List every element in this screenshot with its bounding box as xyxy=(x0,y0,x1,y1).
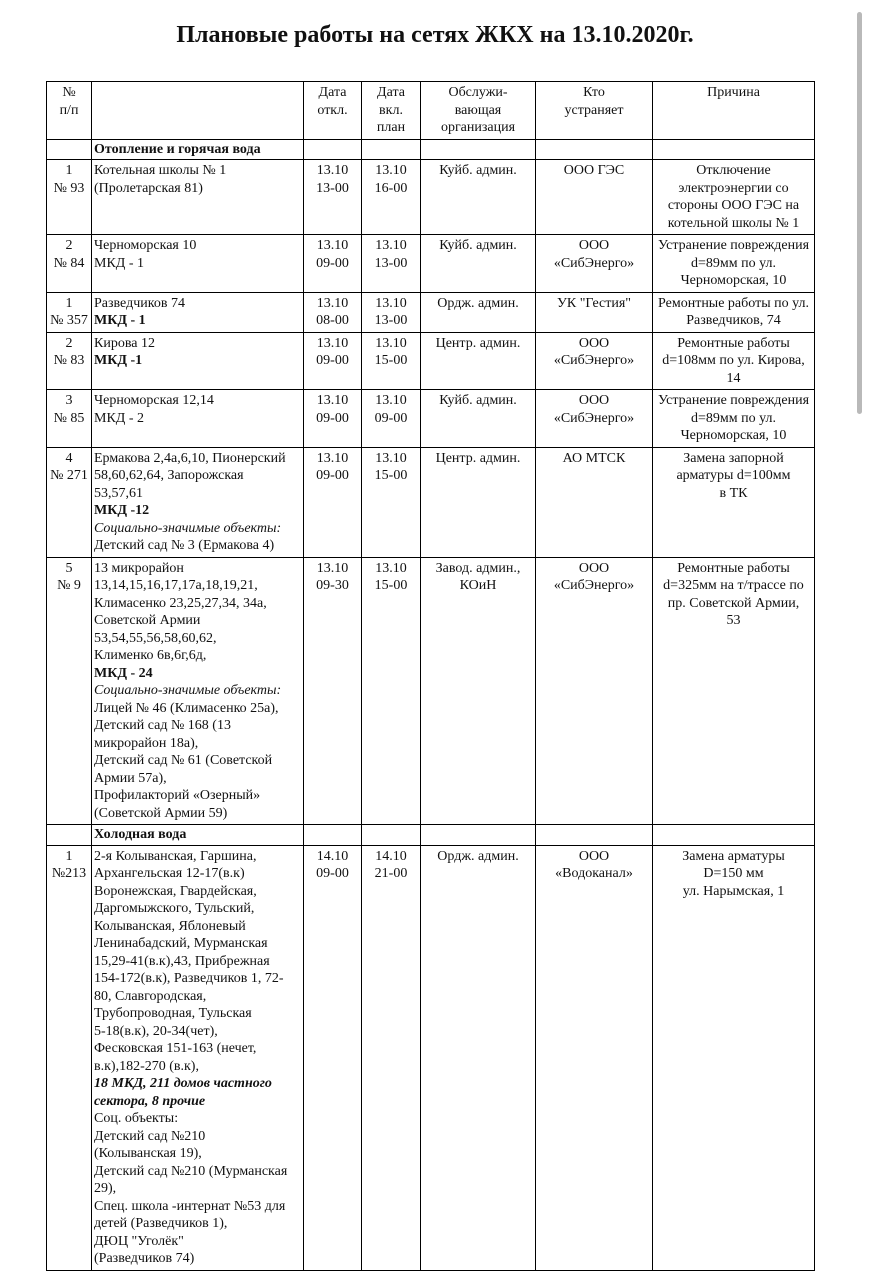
cell-line: №213 xyxy=(51,866,87,881)
address-line: Кирова 12 xyxy=(94,335,155,351)
section-spacer-cell xyxy=(47,825,92,846)
cell-line: вкл. xyxy=(379,102,403,118)
cell-date-off xyxy=(304,557,362,825)
table-row xyxy=(47,160,815,235)
cell-line: 4 xyxy=(65,450,73,466)
address-line: МКД -12 xyxy=(94,503,150,518)
address-line: 13,14,15,16,17,17а,18,19,21, xyxy=(94,578,258,593)
cell-line: Ордж. админ. xyxy=(437,848,519,864)
address-line: Соц. объекты: xyxy=(94,1111,179,1126)
header-date-off xyxy=(304,82,362,140)
address-line: микрорайон 18а), xyxy=(94,735,199,751)
section-spacer-cell xyxy=(421,139,536,160)
cell-line: «СибЭнерго» xyxy=(553,410,635,426)
cell-line: вающая xyxy=(454,102,502,118)
address-line: 29), xyxy=(94,1181,117,1196)
address-line: Колыванская, Яблоневый xyxy=(94,918,246,934)
cell-line: 09-30 xyxy=(316,578,349,593)
cell-line: ООО xyxy=(578,238,610,253)
cell-line: 09-00 xyxy=(316,255,349,271)
table-row xyxy=(47,235,815,293)
address-line: Детский сад №210 xyxy=(94,1128,206,1144)
address-line: ДЮЦ "Уголёк" xyxy=(94,1233,184,1249)
cell-fixer xyxy=(536,235,653,293)
cell-line: организация xyxy=(440,120,516,135)
cell-fixer xyxy=(536,447,653,557)
address-line: МКД - 2 xyxy=(94,410,144,426)
cell-org xyxy=(421,557,536,825)
cell-num xyxy=(47,160,92,235)
cell-line: Замена арматуры xyxy=(682,848,785,864)
cell-line: 13-00 xyxy=(316,180,349,196)
address-line: 18 МКД, 211 домов частного xyxy=(94,1076,272,1091)
cell-line: стороны ООО ГЭС на xyxy=(667,198,800,213)
address-line: Архангельская 12-17(в.к) xyxy=(94,866,245,881)
cell-line: 09-00 xyxy=(316,353,349,368)
cell-address xyxy=(92,390,304,448)
cell-fixer xyxy=(536,160,653,235)
cell-reason xyxy=(653,557,815,825)
cell-org xyxy=(421,845,536,1270)
address-line: МКД - 1 xyxy=(94,313,146,328)
cell-address xyxy=(92,557,304,825)
cell-line: ООО xyxy=(578,560,610,576)
cell-line: № 93 xyxy=(53,180,85,196)
cell-line: d=89мм по ул. xyxy=(691,410,776,426)
cell-line: № 357 xyxy=(50,313,88,328)
cell-num xyxy=(47,332,92,390)
section-spacer-cell xyxy=(653,139,815,160)
cell-line: 15-00 xyxy=(374,468,408,483)
cell-line: Дата xyxy=(318,85,347,100)
address-line: Воронежская, Гвардейская, xyxy=(94,883,257,899)
cell-reason xyxy=(653,160,815,235)
cell-date-on xyxy=(362,845,421,1270)
cell-reason xyxy=(653,447,815,557)
cell-date-off xyxy=(304,160,362,235)
header-date-on xyxy=(362,82,421,140)
cell-line: d=108мм по ул. Кирова, xyxy=(662,353,805,368)
cell-line: 53 xyxy=(726,613,741,628)
cell-org xyxy=(421,332,536,390)
table-row xyxy=(47,292,815,332)
cell-num xyxy=(47,292,92,332)
cell-line: ООО xyxy=(578,848,610,864)
cell-line: «СибЭнерго» xyxy=(553,255,635,271)
cell-line: арматуры d=100мм xyxy=(676,468,791,483)
cell-line: 13-00 xyxy=(374,255,408,271)
cell-line: Обслужи- xyxy=(448,85,508,100)
cell-line: 14.10 xyxy=(375,848,407,864)
address-line: 15,29-41(в.к),43, Прибрежная xyxy=(94,953,270,969)
cell-address xyxy=(92,447,304,557)
works-table-body xyxy=(47,139,815,1270)
address-line: Советской Армии xyxy=(94,613,201,628)
section-title: Отопление и горячая вода xyxy=(92,139,304,160)
address-line: 53,54,55,56,58,60,62, xyxy=(94,630,217,646)
cell-line: план xyxy=(376,120,406,135)
cell-fixer xyxy=(536,332,653,390)
cell-line: устраняет xyxy=(564,102,624,118)
address-line: Даргомыжского, Тульский, xyxy=(94,901,255,916)
page-title: Плановые работы на сетях ЖКХ на 13.10.2020г. xyxy=(176,22,694,48)
cell-line: 3 xyxy=(65,393,73,408)
cell-line: d=89мм по ул. xyxy=(691,255,776,271)
cell-line: 09-00 xyxy=(316,410,349,426)
cell-num xyxy=(47,557,92,825)
cell-line: «СибЭнерго» xyxy=(553,353,635,368)
header-org xyxy=(421,82,536,140)
address-line: детей (Разведчиков 1), xyxy=(94,1216,228,1231)
cell-date-on xyxy=(362,292,421,332)
cell-line: 5 xyxy=(65,560,73,576)
section-spacer-cell xyxy=(362,139,421,160)
cell-line: откл. xyxy=(317,102,348,118)
cell-fixer xyxy=(536,390,653,448)
cell-fixer xyxy=(536,845,653,1270)
header-address xyxy=(92,82,304,140)
address-line: (Колыванская 19), xyxy=(94,1146,202,1161)
cell-line: 08-00 xyxy=(316,313,349,328)
cell-line: 13.10 xyxy=(316,295,349,311)
address-line: Черноморская 10 xyxy=(94,238,197,253)
address-line: Детский сад № 168 (13 xyxy=(94,718,231,733)
cell-line: Замена запорной xyxy=(683,450,784,466)
cell-line: Завод. админ., xyxy=(435,560,521,576)
cell-fixer xyxy=(536,557,653,825)
cell-line: 13.10 xyxy=(375,450,407,466)
cell-line: котельной школы № 1 xyxy=(667,215,800,231)
address-line: Разведчиков 74 xyxy=(94,295,185,311)
address-line: 2-я Колыванская, Гаршина, xyxy=(94,848,257,864)
cell-line: 09-00 xyxy=(316,866,349,881)
section-spacer-cell xyxy=(304,825,362,846)
cell-line: № 85 xyxy=(53,410,85,426)
address-line: Армии 57а), xyxy=(94,770,167,786)
address-line: Социально-значимые объекты: xyxy=(94,683,282,698)
cell-date-on xyxy=(362,447,421,557)
cell-line: № 271 xyxy=(50,468,88,483)
address-line: Лицей № 46 (Климасенко 25а), xyxy=(94,700,279,716)
cell-line: 13.10 xyxy=(375,393,407,408)
cell-address xyxy=(92,845,304,1270)
cell-date-on xyxy=(362,390,421,448)
cell-line: Черноморская, 10 xyxy=(680,428,787,443)
table-row xyxy=(47,557,815,825)
cell-line: Ремонтные работы xyxy=(677,335,790,351)
address-line: МКД - 24 xyxy=(94,665,153,681)
cell-line: Куйб. админ. xyxy=(439,238,517,253)
address-line: Детский сад №210 (Мурманская xyxy=(94,1163,288,1179)
cell-fixer xyxy=(536,292,653,332)
table-row xyxy=(47,845,815,1270)
cell-line: № 83 xyxy=(53,353,85,368)
cell-line: КОиН xyxy=(459,578,497,593)
cell-line: ООО xyxy=(578,393,610,408)
address-line: Климасенко 23,25,27,34, 34а, xyxy=(94,595,267,611)
cell-line: 13.10 xyxy=(316,238,349,253)
section-spacer-cell xyxy=(47,139,92,160)
cell-line: электроэнергии со xyxy=(678,180,789,196)
cell-reason xyxy=(653,845,815,1270)
cell-address xyxy=(92,235,304,293)
section-row xyxy=(47,139,815,160)
scrollbar-thumb[interactable] xyxy=(857,12,862,414)
cell-num xyxy=(47,447,92,557)
cell-line: 13.10 xyxy=(316,560,349,576)
header-fixer xyxy=(536,82,653,140)
cell-date-on xyxy=(362,235,421,293)
cell-line: Разведчиков, 74 xyxy=(686,313,781,328)
cell-date-off xyxy=(304,292,362,332)
cell-reason xyxy=(653,292,815,332)
cell-line: УК "Гестия" xyxy=(556,295,632,311)
table-row xyxy=(47,390,815,448)
address-line: сектора, 8 прочие xyxy=(94,1093,206,1109)
cell-reason xyxy=(653,235,815,293)
cell-line: в ТК xyxy=(719,485,748,501)
cell-line: 13.10 xyxy=(316,393,349,408)
address-line: 5-18(в.к), 20-34(чет), xyxy=(94,1023,218,1039)
cell-line: Центр. админ. xyxy=(435,450,521,466)
cell-line: 13.10 xyxy=(375,163,407,178)
section-spacer-cell xyxy=(304,139,362,160)
header-row xyxy=(47,82,815,140)
cell-line: ООО ГЭС xyxy=(563,163,625,178)
cell-line: Кто xyxy=(583,85,605,100)
cell-line: Ремонтные работы xyxy=(677,560,790,576)
cell-line: 13.10 xyxy=(316,450,349,466)
address-line: МКД -1 xyxy=(94,353,143,368)
address-line: 13 микрорайон xyxy=(94,560,184,576)
cell-num xyxy=(47,390,92,448)
cell-line: Устранение повреждения xyxy=(657,393,810,408)
address-line: в.к),182-270 (в.к), xyxy=(94,1058,199,1074)
cell-line: 13.10 xyxy=(375,560,407,576)
cell-date-off xyxy=(304,390,362,448)
cell-line: 16-00 xyxy=(374,180,408,196)
section-spacer-cell xyxy=(653,825,815,846)
cell-org xyxy=(421,447,536,557)
header-num xyxy=(47,82,92,140)
table-row xyxy=(47,332,815,390)
cell-date-on xyxy=(362,557,421,825)
section-title: Холодная вода xyxy=(92,825,304,846)
cell-line: Отключение xyxy=(696,163,771,178)
address-line: Социально-значимые объекты: xyxy=(94,520,282,536)
cell-line: 21-00 xyxy=(374,866,408,881)
cell-line: ул. Нарымская, 1 xyxy=(682,883,785,899)
cell-line: 13.10 xyxy=(316,163,349,178)
cell-line: 13.10 xyxy=(375,335,407,351)
section-spacer-cell xyxy=(536,825,653,846)
cell-date-off xyxy=(304,845,362,1270)
cell-num xyxy=(47,235,92,293)
cell-line: Устранение повреждения xyxy=(657,238,810,253)
cell-address xyxy=(92,160,304,235)
cell-date-on xyxy=(362,160,421,235)
header-reason: Причина xyxy=(653,82,815,140)
cell-line: 13.10 xyxy=(375,295,407,311)
cell-line: 13.10 xyxy=(375,238,407,253)
address-line: 154-172(в.к), Разведчиков 1, 72- xyxy=(94,971,284,986)
address-line: МКД - 1 xyxy=(94,255,144,271)
cell-address xyxy=(92,292,304,332)
cell-line: 14.10 xyxy=(316,848,349,864)
cell-line: 14 xyxy=(726,370,741,386)
address-line: Фесковская 151-163 (нечет, xyxy=(94,1041,257,1056)
cell-line: Центр. админ. xyxy=(435,335,521,351)
cell-line: Куйб. админ. xyxy=(439,163,517,178)
address-line: Ленинабадский, Мурманская xyxy=(94,936,268,951)
cell-line: Куйб. админ. xyxy=(439,393,517,408)
cell-line: Дата xyxy=(377,85,405,100)
cell-line: АО МТСК xyxy=(562,450,626,466)
section-spacer-cell xyxy=(421,825,536,846)
cell-line: 15-00 xyxy=(374,353,408,368)
cell-line: «СибЭнерго» xyxy=(553,578,635,593)
cell-line: № 9 xyxy=(57,578,81,593)
address-line: 53,57,61 xyxy=(94,485,143,501)
cell-org xyxy=(421,390,536,448)
cell-reason xyxy=(653,390,815,448)
cell-line: 09-00 xyxy=(374,410,408,426)
cell-line: «Водоканал» xyxy=(555,866,633,881)
cell-line: 13.10 xyxy=(316,335,349,351)
address-line: 58,60,62,64, Запорожская xyxy=(94,468,244,483)
cell-line: 15-00 xyxy=(374,578,408,593)
cell-org xyxy=(421,292,536,332)
address-line: Клименко 6в,6г,6д, xyxy=(94,648,207,663)
cell-line: ООО xyxy=(578,335,610,351)
cell-date-on xyxy=(362,332,421,390)
cell-line: № xyxy=(62,85,76,100)
cell-num xyxy=(47,845,92,1270)
cell-line: 1 xyxy=(65,163,73,178)
cell-line: D=150 мм xyxy=(703,866,764,881)
cell-line: d=325мм на т/трассе по xyxy=(663,578,804,593)
cell-org xyxy=(421,235,536,293)
cell-date-off xyxy=(304,235,362,293)
address-line: Котельная школы № 1 xyxy=(94,163,227,178)
cell-line: 1 xyxy=(65,848,73,864)
table-row xyxy=(47,447,815,557)
cell-line: 09-00 xyxy=(316,468,349,483)
works-table xyxy=(46,81,815,1271)
cell-date-off xyxy=(304,447,362,557)
cell-line: Черноморская, 10 xyxy=(680,273,787,288)
address-line: Детский сад № 61 (Советской xyxy=(94,753,273,768)
cell-reason xyxy=(653,332,815,390)
address-line: Детский сад № 3 (Ермакова 4) xyxy=(94,538,275,553)
cell-date-off xyxy=(304,332,362,390)
address-line: Ермакова 2,4а,6,10, Пионерский xyxy=(94,450,286,466)
cell-line: 2 xyxy=(65,335,73,351)
address-line: (Разведчиков 74) xyxy=(94,1251,195,1266)
address-line: 80, Славгородская, xyxy=(94,988,207,1004)
cell-line: Ремонтные работы по ул. xyxy=(658,295,809,311)
address-line: (Советской Армии 59) xyxy=(94,805,228,821)
section-spacer-cell xyxy=(362,825,421,846)
section-spacer-cell xyxy=(536,139,653,160)
cell-line: 2 xyxy=(65,238,73,253)
cell-line: пр. Советской Армии, xyxy=(667,595,800,611)
cell-line: 1 xyxy=(65,295,73,311)
cell-line: 13-00 xyxy=(374,313,408,328)
cell-org xyxy=(421,160,536,235)
cell-line: п/п xyxy=(59,102,79,118)
cell-line: № 84 xyxy=(53,255,85,271)
address-line: Черноморская 12,14 xyxy=(94,393,214,408)
address-line: Трубопроводная, Тульская xyxy=(94,1006,252,1021)
cell-line: Ордж. админ. xyxy=(437,295,519,311)
cell-address xyxy=(92,332,304,390)
address-line: Профилакторий «Озерный» xyxy=(94,788,261,803)
section-row xyxy=(47,825,815,846)
address-line: Спец. школа -интернат №53 для xyxy=(94,1198,286,1214)
address-line: (Пролетарская 81) xyxy=(94,180,203,196)
